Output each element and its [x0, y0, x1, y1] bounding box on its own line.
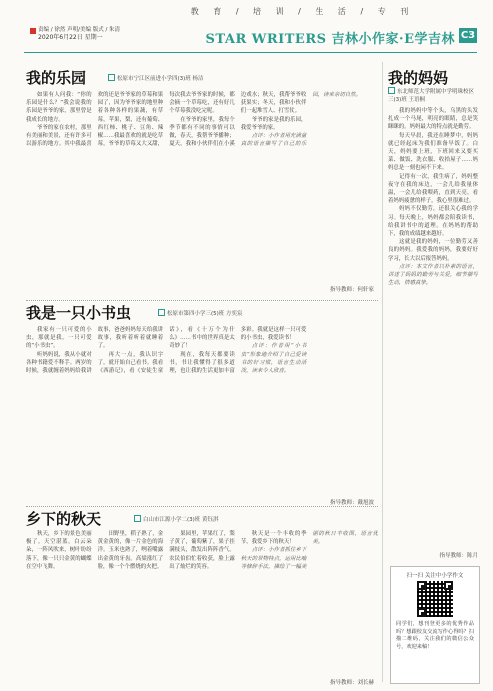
article-title: 我的乐园 [26, 69, 87, 87]
qr-caption-body: 同学们，想刊登更多的优秀作品吗？想跟校友交流写作心得吗？扫描二维码，关注我们的微信公众号，欢迎来稿！ [396, 621, 474, 650]
issue-date: 2020年6月22日 星期一 [38, 34, 103, 41]
teacher-credit: 指导教师：陈月 [439, 553, 478, 559]
paragraph: 秋天，乡下的景色美丽极了。天空湛蓝，白云朵朵，一阵风吹来，树叶纷纷落下，像一只只金黄的蝴蝶在空中飞舞。 [26, 531, 92, 570]
article-body [26, 530, 378, 678]
section-divider [26, 506, 378, 507]
article-body [388, 107, 478, 547]
paragraph: 我的妈妈中等个头，乌黑的头发扎成一个马尾，明亮的眼睛，总是笑眯眯的。妈妈最大的特点就是勤劳。 [388, 108, 478, 131]
qr-finder-icon [444, 581, 453, 590]
article-body [26, 326, 378, 498]
paragraph: 如果有人问我：“你的乐园是什么？”我会说我的乐园是爷爷的家，那里曾是我成长的地方。 [26, 92, 92, 123]
paragraph: 在爷爷的家里，我每个季节都有不同的事情可以做，春天，我帮爷爷播种；夏天，我和小伙伴们在小溪边戏水；秋天，我帮爷爷收获果实；冬天，我和小伙伴们一起堆雪人、打雪仗。 [169, 92, 307, 148]
top-strip-text: 教 育 / 培 训 / 生 活 / 专 刊 [190, 7, 415, 16]
paragraph: 果园里，苹果红了，梨子黄了，葡萄紫了，果子挂满枝头，散发出阵阵香气。农民伯伯忙着收获，脸上露出了灿烂的笑容。 [169, 531, 235, 570]
paragraph: 记得有一次，我生病了，妈妈整夜守在我的床边，一会儿给我量体温，一会儿给我喂药，直到天亮。看着妈妈疲惫的样子，我心里很难过。 [388, 173, 478, 205]
article-title: 我的妈妈 [388, 69, 449, 87]
paragraph: 我家有一只可爱的小虫，那就是我，一只可爱的“小书虫”。 [26, 327, 92, 350]
paragraph: 再大一点，我认识字了，就开始自己看书。我看《西游记》，看《安徒生童话》，看《十万个为什么》……书中的世界真是太奇妙了！ [97, 327, 235, 375]
top-strip [0, 0, 493, 24]
header-divider [24, 52, 477, 53]
teacher-credit: 指导教师：何轩家 [329, 287, 374, 293]
teacher-comment: 点评：小作者用充满童真的语言描写了自己的乐园，读来亲切自然。 [240, 92, 361, 148]
paragraph: 爷爷的家在农村，那里有美丽和美景，还有许多可以游乐的地方。其中我最喜欢的还是爷爷家的草莓和果园了，因为爷爷家的地里种着各种各样的果蔬，有草莓，苹果，梨，还有葡萄、西红柿、桃子、豆角、辣椒……我最喜欢的就是吃草莓，爷爷的草莓又大又甜，每次我去爷爷家的时候，都会摘一个草莓吃，还有好几个草莓我没吃完呢。 [26, 92, 235, 148]
teacher-comment: 点评：本文作者以朴素的语言，讲述了妈妈的勤劳与关爱，细节描写生动，情感真挚。 [388, 263, 478, 287]
teacher-credit: 指导教师：刘长赫 [329, 680, 374, 686]
article-byline: 白山市江源小学二(3)班 黄钰淇 [134, 515, 219, 523]
byline-square-icon [158, 309, 165, 316]
teacher-credit: 指导教师：戴旭波 [329, 500, 374, 506]
article-byline: 松原市第四小学三(5)班 方奕宸 [158, 309, 243, 317]
qr-finder-icon [417, 608, 426, 617]
article-byline: 松原市宁江区前进小学四(3)班 杨洁 [108, 74, 204, 82]
paragraph: 田野里，稻子熟了，金黄金黄的，像一片金色的海洋。玉米也熟了，咧着嘴露出金黄的牙齿。高粱涨红了脸，像一个个燃烧的火把。 [97, 531, 164, 570]
editor-line: 责编 / 徐然 声明/美编 版式 / 朱清 [38, 27, 121, 33]
paragraph: 秋天是一个丰收的季节，我爱乡下的秋天！ [240, 531, 307, 546]
paragraph: 妈妈不仅勤劳，还很关心我的学习。每天晚上，妈妈都会陪我读书，给我讲书中的道理。在妈妈的帮助下，我的成绩越来越好。 [388, 206, 478, 238]
article-title: 我是一只小书虫 [26, 304, 132, 322]
byline-square-icon [108, 74, 115, 81]
paragraph: 这就是我的妈妈，一位勤劳又善良的妈妈。我爱我的妈妈，我要好好学习，长大以后报答妈妈。 [388, 239, 478, 262]
publication-info [38, 26, 120, 42]
article-byline: 东北师范大学附属中学明珠校区三(3)班 王语桐 [388, 89, 475, 103]
column-divider [382, 62, 383, 682]
section-title: STAR WRITERS 吉林小作家·E学吉林 [205, 32, 455, 47]
paragraph: 现在，我每天都要读书，书让我懂得了很多道理，也让我的生活更加丰富多彩。我就是这样一只可爱的小书虫，我爱读书！ [169, 327, 307, 375]
qr-promo-box [390, 566, 480, 684]
section-divider [26, 300, 378, 301]
logo-mark-icon [30, 28, 36, 34]
byline-square-icon [388, 87, 395, 94]
page-header [0, 24, 493, 54]
qr-code-icon[interactable] [417, 581, 453, 617]
qr-finder-icon [417, 581, 426, 590]
paragraph: 爷爷的家是我的乐园，我爱爷爷的家。 [240, 116, 307, 131]
qr-caption-title: 扫一扫 关注中小学作文 [406, 573, 464, 579]
article-title: 乡下的秋天 [26, 510, 102, 528]
page-number-badge: C3 [460, 30, 476, 41]
paragraph: 每天早晨，我还在睡梦中，妈妈就已经起床为我们准备早饭了。白天，妈妈要上班，下班回来又要买菜、做饭、洗衣服、收拾屋子……妈妈总是一刻也闲不下来。 [388, 132, 478, 172]
article-body [26, 91, 378, 281]
byline-square-icon [134, 515, 141, 522]
teacher-comment: 点评：作者用“小书虫”形象地介绍了自己爱读书的好习惯，语言生动活泼，读来令人欣喜。 [240, 343, 307, 375]
teacher-comment: 点评：小作者抓住乡下秋天的景物特点，运用比喻等修辞手法，描绘了一幅美丽的秋日丰收图，语言优美。 [240, 531, 378, 570]
paragraph: 听妈妈说，我从小就对各种书籍爱不释手。两岁的时候，我就缠着妈妈给我讲故事，爸爸妈妈每天给我讲故事，我听着听着就睡着了。 [26, 327, 164, 375]
